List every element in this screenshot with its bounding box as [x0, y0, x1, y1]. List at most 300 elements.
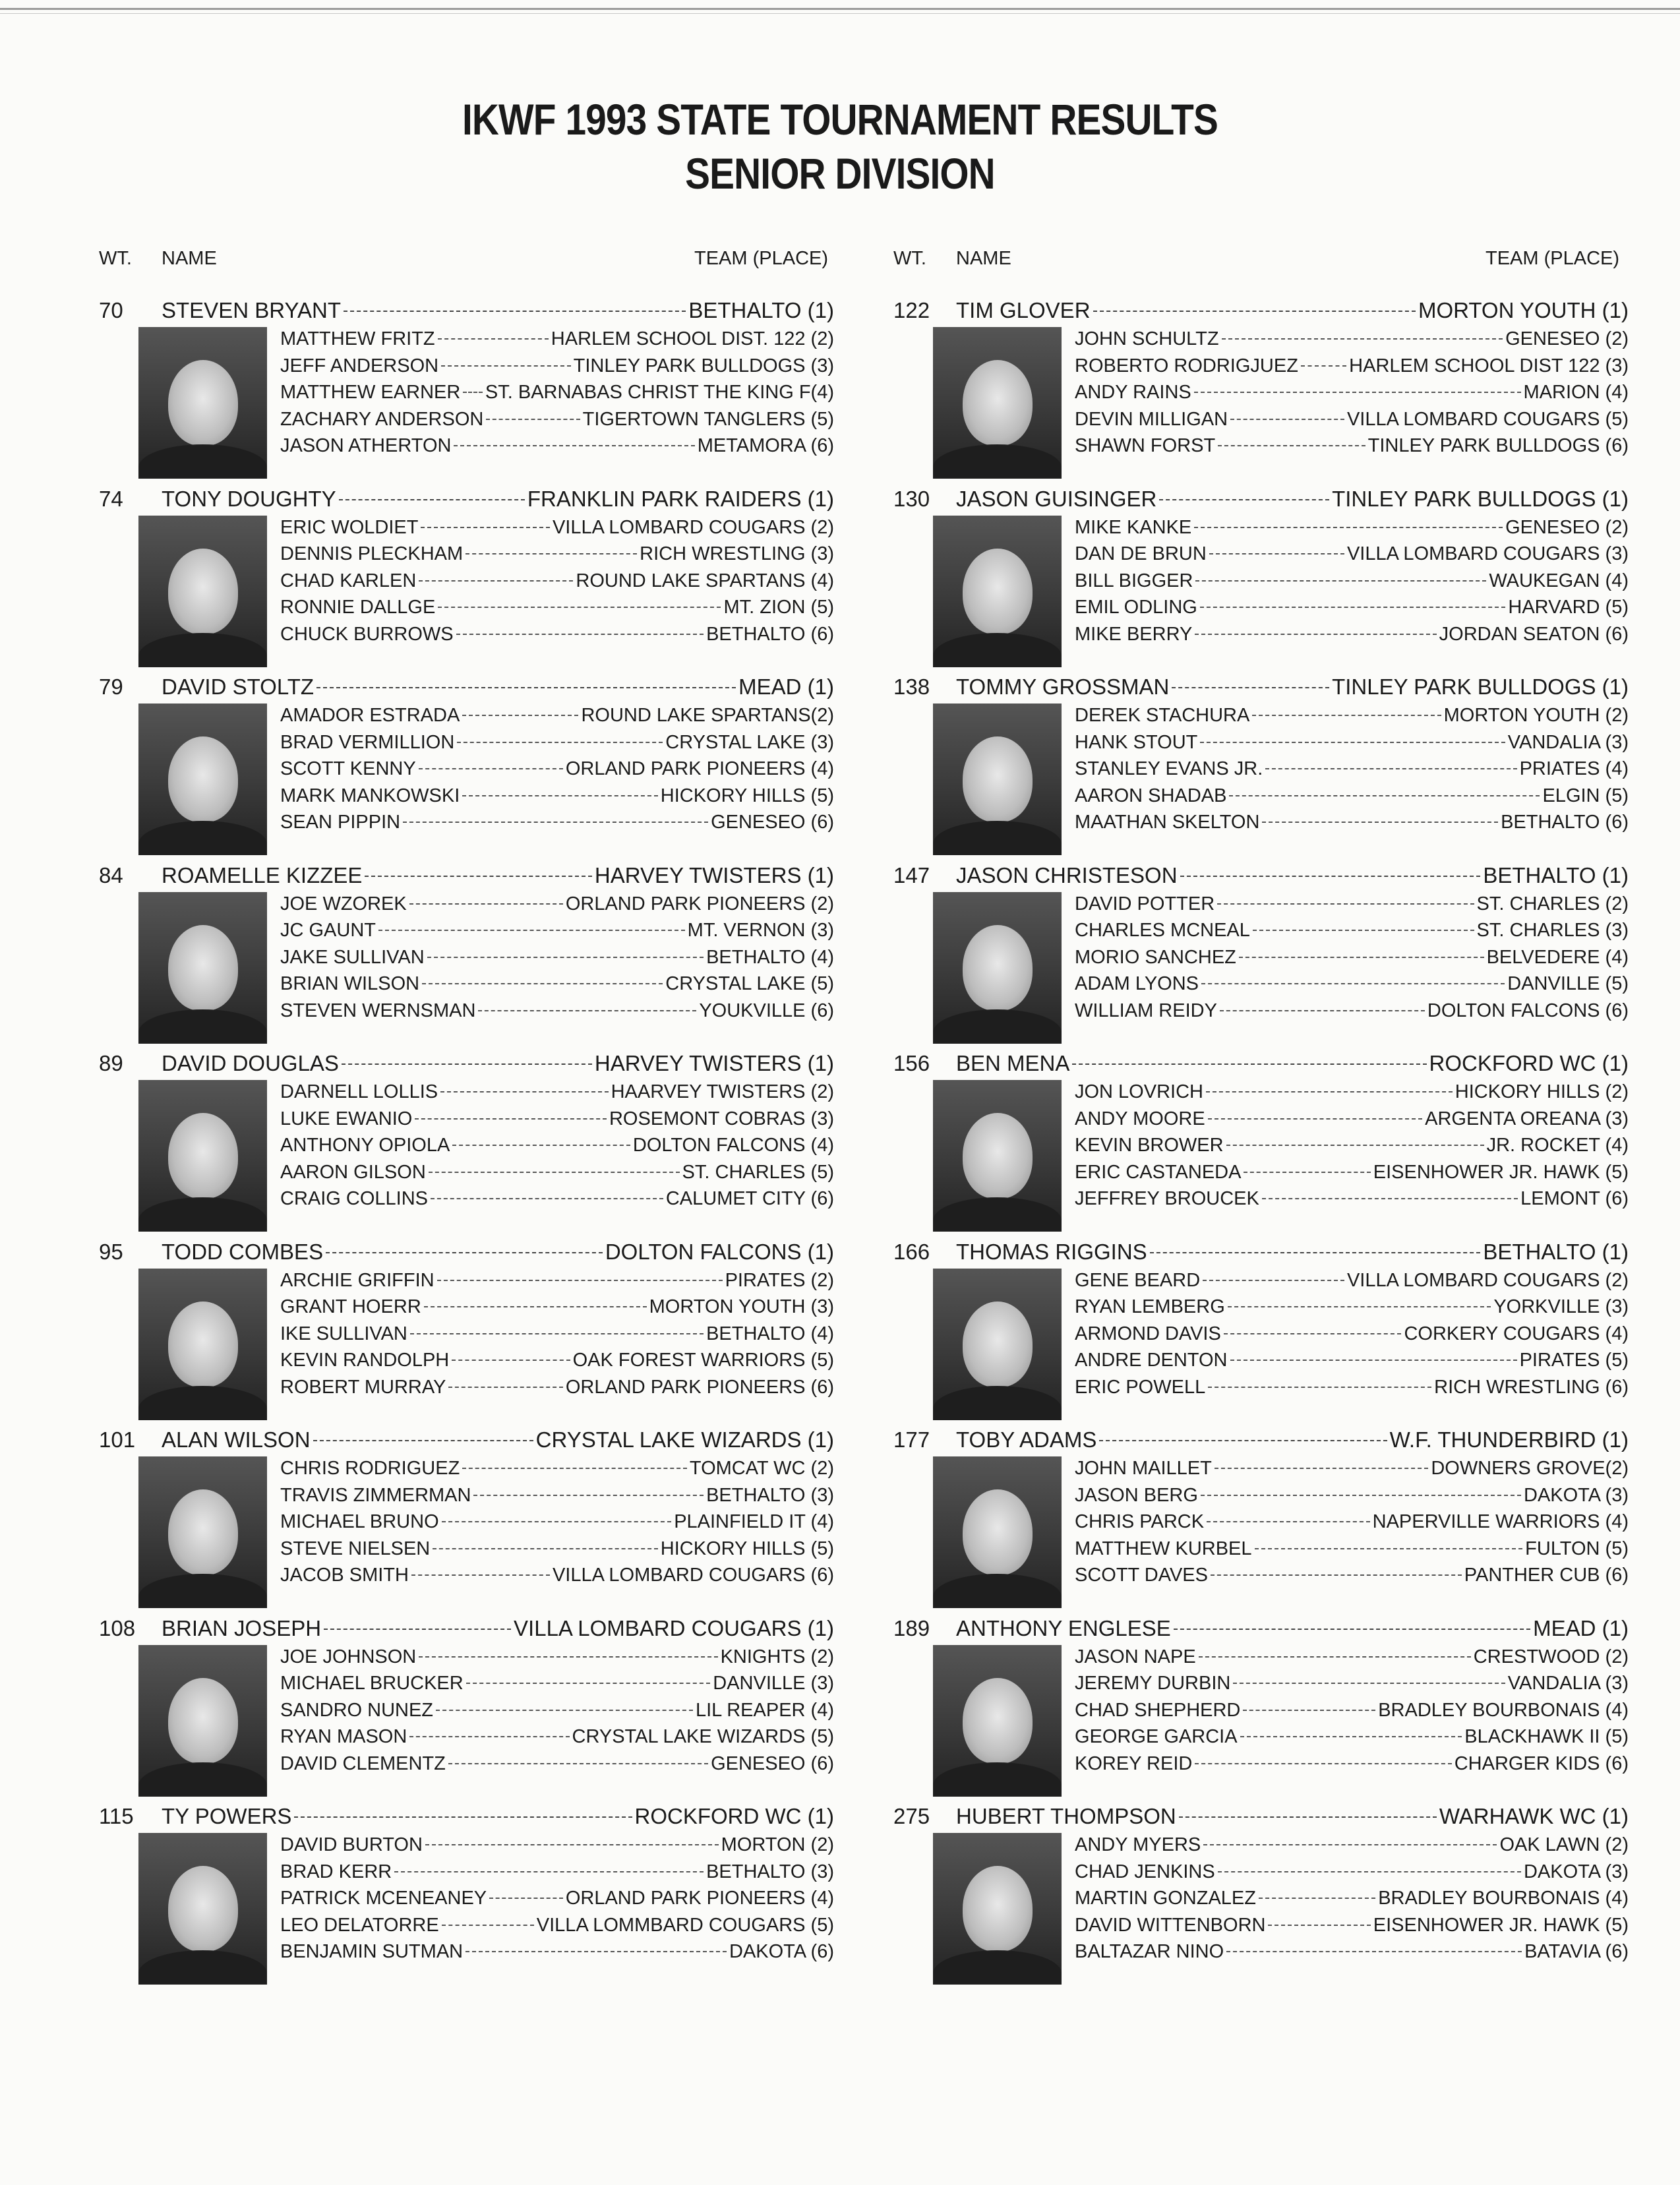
dotted-leader: [1228, 1306, 1491, 1307]
dotted-leader: [1172, 687, 1329, 688]
placers-list: [280, 893, 834, 1027]
placer-name: SCOTT KENNY: [280, 758, 416, 779]
weight-class-entry: [893, 487, 1629, 671]
placer-team: DOLTON FALCONS (4): [632, 1135, 834, 1156]
placer-name: JOE JOHNSON: [280, 1646, 417, 1667]
weight-class: 79: [99, 674, 123, 699]
placer-name: LUKE EWANIO: [280, 1108, 413, 1129]
champion-name: TODD COMBES: [162, 1239, 324, 1264]
placer-name: BENJAMIN SUTMAN: [280, 1941, 464, 1962]
placer-row: [280, 1888, 834, 1915]
placer-row: [280, 1081, 834, 1108]
photo-shoulders: [138, 1009, 267, 1044]
placers-list: [280, 1081, 834, 1215]
placer-row: [280, 947, 834, 974]
placer-row: [1075, 1834, 1629, 1861]
weight-class-entry: [99, 1616, 834, 1801]
placer-team: ST. CHARLES (2): [1476, 893, 1629, 914]
placer-row: [280, 597, 834, 624]
placer-name: ERIC CASTANEDA: [1075, 1161, 1242, 1183]
champion-row: [893, 298, 1629, 324]
dotted-leader: [1230, 419, 1344, 420]
dotted-leader: [294, 1816, 632, 1818]
placer-row: [280, 570, 834, 597]
placer-team: CRYSTAL LAKE (5): [665, 973, 834, 994]
placer-row: [280, 1915, 834, 1942]
placer-team: MORTON YOUTH (3): [649, 1296, 834, 1317]
placer-row: [280, 1565, 834, 1592]
photo-face: [963, 1489, 1033, 1575]
champion-row: [893, 1616, 1629, 1642]
weight-class-entry: [99, 1240, 834, 1424]
placer-name: DARNELL LOLLIS: [280, 1081, 438, 1102]
placer-name: TRAVIS ZIMMERMAN: [280, 1484, 471, 1506]
placer-name: BALTAZAR NINO: [1075, 1941, 1224, 1962]
placer-name: KEVIN BROWER: [1075, 1135, 1224, 1156]
placers-list: [280, 517, 834, 651]
placer-row: [1075, 812, 1629, 839]
placer-name: JASON NAPE: [1075, 1646, 1196, 1667]
placer-row: [1075, 1511, 1629, 1538]
placer-name: MATTHEW KURBEL: [1075, 1538, 1252, 1559]
wrestler-photo: [138, 892, 267, 1044]
placer-row: [1075, 328, 1629, 355]
dotted-leader: [478, 1010, 696, 1011]
dotted-leader: [1159, 499, 1329, 500]
placer-name: GENE BEARD: [1075, 1269, 1201, 1291]
weight-class-entry: [99, 1804, 834, 1989]
placer-name: JACOB SMITH: [280, 1565, 409, 1586]
dotted-leader: [1209, 553, 1344, 554]
placer-team: ST. BARNABAS CHRIST THE KING F(4): [485, 382, 834, 403]
champion-team: W.F. THUNDERBIRD (1): [1389, 1427, 1629, 1452]
dotted-leader: [326, 1252, 603, 1253]
placer-name: SHAWN FORST: [1075, 435, 1216, 456]
dotted-leader: [313, 1440, 533, 1441]
placer-row: [280, 1673, 834, 1700]
champion-row: [99, 1804, 834, 1830]
placer-team: DANVILLE (5): [1507, 973, 1629, 994]
champion-name: TONY DOUGHTY: [162, 486, 336, 511]
weight-class-entry: [893, 674, 1629, 859]
weight-class-entry: [99, 863, 834, 1048]
dotted-leader: [431, 1198, 663, 1199]
placer-name: DAVID CLEMENTZ: [280, 1752, 446, 1774]
champion-name: DAVID STOLTZ: [162, 674, 315, 699]
placer-team: GENESEO (6): [711, 1752, 834, 1774]
dotted-leader: [1218, 445, 1365, 446]
dotted-leader: [1208, 1118, 1422, 1120]
dotted-leader: [1180, 876, 1481, 877]
placer-team: MT. ZION (5): [723, 597, 834, 618]
placers-list: [1075, 893, 1629, 1027]
placer-team: HICKORY HILLS (2): [1455, 1081, 1629, 1102]
wrestler-photo: [138, 1833, 267, 1985]
dotted-leader: [1203, 1844, 1497, 1845]
champion-row: [893, 1051, 1629, 1077]
placer-row: [1075, 1270, 1629, 1297]
dotted-leader: [429, 1172, 680, 1173]
champion-team: MEAD (1): [738, 674, 834, 699]
placers-list: [1075, 1834, 1629, 1968]
placer-name: AARON GILSON: [280, 1161, 426, 1183]
champion-name: ROAMELLE KIZZEE: [162, 862, 363, 887]
photo-face: [963, 1678, 1033, 1764]
placer-name: GEORGE GARCIA: [1075, 1726, 1238, 1747]
header-team-right: TEAM (PLACE): [1485, 248, 1620, 269]
placer-team: VILLA LOMBARD COUGARS (3): [1346, 543, 1629, 564]
weight-class: 130: [893, 486, 930, 511]
placer-row: [280, 1458, 834, 1485]
champion-name: STEVEN BRYANT: [162, 298, 342, 322]
placer-row: [1075, 785, 1629, 812]
placer-team: LIL REAPER (4): [695, 1699, 834, 1721]
placers-list: [1075, 1270, 1629, 1404]
placer-row: [1075, 1108, 1629, 1135]
dotted-leader: [1268, 1925, 1370, 1926]
placer-team: TINLEY PARK BULLDOGS (6): [1367, 435, 1629, 456]
placer-name: MICHAEL BRUNO: [280, 1511, 439, 1532]
dotted-leader: [1203, 1280, 1344, 1281]
placer-team: EISENHOWER JR. HAWK (5): [1373, 1161, 1629, 1183]
placer-team: ROUND LAKE SPARTANS(2): [581, 705, 834, 726]
placer-row: [280, 1941, 834, 1968]
placer-row: [280, 1323, 834, 1350]
dotted-leader: [462, 715, 578, 716]
champion-name: BEN MENA: [956, 1051, 1070, 1075]
placer-row: [280, 1485, 834, 1512]
photo-face: [963, 360, 1033, 446]
placer-team: PIRATES (2): [725, 1269, 834, 1291]
placer-team: HAARVEY TWISTERS (2): [611, 1081, 834, 1102]
champion-name: ANTHONY ENGLESE: [956, 1615, 1171, 1640]
placer-row: [1075, 1726, 1629, 1753]
placer-name: ARMOND DAVIS: [1075, 1323, 1221, 1344]
placer-row: [1075, 543, 1629, 570]
placer-name: ARCHIE GRIFFIN: [280, 1269, 435, 1291]
placer-row: [280, 973, 834, 1000]
placer-team: CRYSTAL LAKE (3): [665, 731, 834, 753]
photo-face: [168, 1113, 238, 1199]
dotted-leader: [1262, 822, 1498, 823]
placer-team: BELVEDERE (4): [1486, 946, 1629, 968]
dotted-leader: [1215, 1468, 1428, 1469]
weight-class-entry: [893, 863, 1629, 1048]
header-team-left: TEAM (PLACE): [694, 248, 829, 269]
placer-team: BETHALTO (4): [706, 946, 834, 968]
placer-team: RICH WRESTLING (6): [1434, 1376, 1629, 1398]
dotted-leader: [440, 1091, 608, 1092]
placer-name: GRANT HOERR: [280, 1296, 421, 1317]
placers-list: [280, 705, 834, 839]
placer-team: EISENHOWER JR. HAWK (5): [1373, 1914, 1629, 1936]
placer-row: [1075, 1565, 1629, 1592]
champion-name: TOBY ADAMS: [956, 1427, 1097, 1452]
placer-name: SCOTT DAVES: [1075, 1565, 1208, 1586]
champion-team: TINLEY PARK BULLDOGS (1): [1332, 674, 1629, 699]
dotted-leader: [452, 1145, 630, 1146]
placer-name: ANDY MYERS: [1075, 1834, 1201, 1855]
placer-team: CRYSTAL LAKE WIZARDS (5): [572, 1726, 834, 1747]
placer-row: [280, 1646, 834, 1673]
weight-class: 147: [893, 862, 930, 887]
placer-name: MIKE BERRY: [1075, 623, 1193, 645]
champion-team: HARVEY TWISTERS (1): [594, 862, 834, 887]
dotted-leader: [463, 392, 483, 393]
dotted-leader: [465, 553, 637, 554]
placer-row: [280, 1350, 834, 1377]
placer-row: [1075, 1673, 1629, 1700]
dotted-leader: [427, 957, 704, 958]
dotted-leader: [1262, 1198, 1518, 1199]
placer-name: ADAM LYONS: [1075, 973, 1199, 994]
placer-team: ORLAND PARK PIONEERS (6): [565, 1376, 834, 1398]
dotted-leader: [1220, 1010, 1425, 1011]
photo-shoulders: [138, 1762, 267, 1797]
weight-class: 138: [893, 674, 930, 699]
placer-team: HICKORY HILLS (5): [660, 1538, 834, 1559]
placer-name: AMADOR ESTRADA: [280, 705, 460, 726]
photo-face: [963, 1113, 1033, 1199]
placer-row: [280, 1834, 834, 1861]
photo-face: [168, 1489, 238, 1575]
placer-name: DAVID BURTON: [280, 1834, 423, 1855]
placer-row: [280, 785, 834, 812]
weight-class: 84: [99, 862, 123, 887]
placers-list: [1075, 517, 1629, 651]
placer-team: HARLEM SCHOOL DIST. 122 (2): [551, 328, 834, 349]
placer-name: ANDY MOORE: [1075, 1108, 1205, 1129]
weight-class: 89: [99, 1051, 123, 1075]
placer-name: MICHAEL BRUCKER: [280, 1673, 464, 1694]
placer-team: BETHALTO (6): [1501, 812, 1629, 833]
page-subtitle: SENIOR DIVISION: [685, 149, 995, 198]
wrestler-photo: [138, 1456, 267, 1608]
weight-class-entry: [893, 298, 1629, 483]
champion-name: TIM GLOVER: [956, 298, 1091, 322]
placer-row: [1075, 355, 1629, 382]
placer-name: ROBERTO RODRIGJUEZ: [1075, 355, 1298, 376]
placer-name: DAVID WITTENBORN: [1075, 1914, 1266, 1936]
champion-row: [99, 487, 834, 513]
placer-team: ORLAND PARK PIONEERS (2): [565, 893, 834, 914]
dotted-leader: [1199, 1656, 1471, 1658]
weight-class: 275: [893, 1804, 930, 1828]
placer-name: HANK STOUT: [1075, 731, 1198, 753]
placer-row: [1075, 1000, 1629, 1027]
dotted-leader: [339, 499, 525, 500]
photo-face: [168, 549, 238, 634]
champion-name: BRIAN JOSEPH: [162, 1615, 322, 1640]
dotted-leader: [316, 687, 736, 688]
weight-class-entry: [893, 1240, 1629, 1424]
placer-row: [280, 624, 834, 651]
dotted-leader: [1226, 1145, 1484, 1146]
dotted-leader: [1265, 768, 1516, 769]
champion-name: TOMMY GROSSMAN: [956, 674, 1170, 699]
placer-team: HICKORY HILLS (5): [660, 785, 834, 806]
placer-row: [1075, 1135, 1629, 1162]
placer-name: JEFF ANDERSON: [280, 355, 439, 376]
placer-team: CHARGER KIDS (6): [1454, 1752, 1629, 1774]
wrestler-photo: [138, 327, 267, 479]
placer-row: [1075, 893, 1629, 920]
champion-team: MEAD (1): [1533, 1615, 1629, 1640]
placer-team: METAMORA (6): [697, 435, 834, 456]
placer-name: SEAN PIPPIN: [280, 812, 401, 833]
wrestler-photo: [933, 1833, 1062, 1985]
placer-name: EMIL ODLING: [1075, 597, 1197, 618]
placers-list: [1075, 1646, 1629, 1780]
dotted-leader: [473, 1495, 704, 1496]
placer-name: JASON BERG: [1075, 1484, 1198, 1506]
dotted-leader: [1207, 1521, 1370, 1522]
dotted-leader: [342, 1063, 592, 1065]
placer-team: VILLA LOMMBARD COUGARS (5): [536, 1914, 834, 1936]
header-name-right: NAME: [956, 248, 1011, 269]
champion-row: [893, 1427, 1629, 1454]
photo-shoulders: [933, 444, 1062, 479]
weight-class-entry: [99, 1427, 834, 1612]
photo-shoulders: [138, 444, 267, 479]
wrestler-photo: [138, 1645, 267, 1797]
dotted-leader: [1201, 983, 1505, 984]
weight-class: 122: [893, 298, 930, 322]
placer-row: [280, 1753, 834, 1780]
wrestler-photo: [933, 892, 1062, 1044]
placer-name: DEVIN MILLIGAN: [1075, 408, 1228, 430]
placer-team: DAKOTA (6): [729, 1941, 834, 1962]
placer-name: RYAN LEMBERG: [1075, 1296, 1225, 1317]
placer-row: [1075, 435, 1629, 462]
placer-team: BRADLEY BOURBONAIS (4): [1378, 1888, 1629, 1909]
dotted-leader: [1099, 1440, 1387, 1441]
placer-name: JEFFREY BROUCEK: [1075, 1188, 1259, 1209]
placer-team: OAK FOREST WARRIORS (5): [572, 1350, 834, 1371]
champion-name: THOMAS RIGGINS: [956, 1239, 1147, 1264]
placer-row: [1075, 1646, 1629, 1673]
placer-team: ST. CHARLES (5): [682, 1161, 834, 1183]
placer-team: ORLAND PARK PIONEERS (4): [565, 758, 834, 779]
dotted-leader: [409, 1736, 569, 1737]
dotted-leader: [1195, 580, 1486, 582]
weight-class-entry: [99, 674, 834, 859]
champion-name: DAVID DOUGLAS: [162, 1051, 339, 1075]
placer-team: CRESTWOOD (2): [1473, 1646, 1629, 1667]
placer-team: CORKERY COUGARS (4): [1404, 1323, 1629, 1344]
placer-team: PRIATES (4): [1519, 758, 1629, 779]
wrestler-photo: [933, 1456, 1062, 1608]
placer-team: ST. CHARLES (3): [1476, 920, 1629, 941]
placer-name: ERIC WOLDIET: [280, 516, 419, 538]
placer-team: TINLEY PARK BULLDOGS (3): [573, 355, 834, 376]
placer-row: [280, 1135, 834, 1162]
photo-face: [963, 1866, 1033, 1952]
wrestler-photo: [933, 1080, 1062, 1232]
wrestler-photo: [933, 1269, 1062, 1420]
wrestler-photo: [933, 703, 1062, 855]
placer-name: MIKE KANKE: [1075, 516, 1192, 538]
dotted-leader: [424, 1306, 647, 1307]
placer-name: JOHN SCHULTZ: [1075, 328, 1219, 349]
placer-team: JORDAN SEATON (6): [1439, 623, 1629, 645]
dotted-leader: [1195, 634, 1436, 635]
placer-row: [280, 920, 834, 947]
placer-name: STEVE NIELSEN: [280, 1538, 431, 1559]
placer-name: JON LOVRICH: [1075, 1081, 1203, 1102]
dotted-leader: [489, 1898, 563, 1899]
photo-face: [963, 549, 1033, 634]
placer-name: KEVIN RANDOLPH: [280, 1350, 450, 1371]
dotted-leader: [421, 527, 549, 528]
placer-row: [280, 758, 834, 785]
placer-name: MORIO SANCHEZ: [1075, 946, 1236, 968]
weight-class-entry: [99, 1051, 834, 1236]
weight-class-entry: [893, 1616, 1629, 1801]
placer-team: VANDALIA (3): [1507, 731, 1629, 753]
dotted-leader: [486, 419, 580, 420]
placer-name: MATTHEW FRITZ: [280, 328, 435, 349]
placer-team: ROSEMONT COBRAS (3): [609, 1108, 834, 1129]
placer-row: [1075, 1538, 1629, 1565]
weight-class-entry: [99, 298, 834, 483]
dotted-leader: [1218, 1871, 1521, 1872]
placer-team: VILLA LOMBARD COUGARS (2): [1346, 1269, 1629, 1291]
placer-team: BRADLEY BOURBONAIS (4): [1378, 1699, 1629, 1721]
placer-row: [280, 355, 834, 382]
champion-team: WARHAWK WC (1): [1439, 1804, 1629, 1828]
champion-team: ROCKFORD WC (1): [1429, 1051, 1629, 1075]
page-title: IKWF 1993 STATE TOURNAMENT RESULTS: [462, 95, 1218, 144]
dotted-leader: [1259, 1898, 1375, 1899]
photo-shoulders: [138, 633, 267, 667]
dotted-leader: [1211, 1574, 1462, 1576]
dotted-leader: [448, 1387, 562, 1388]
photo-face: [168, 1302, 238, 1387]
dotted-leader: [410, 1333, 704, 1334]
dotted-leader: [1244, 1172, 1370, 1173]
placer-team: ORLAND PARK PIONEERS (4): [565, 1888, 834, 1909]
placer-team: VILLA LOMBARD COUGARS (5): [1346, 408, 1629, 430]
dotted-leader: [1206, 1091, 1453, 1092]
placer-row: [1075, 597, 1629, 624]
placers-list: [1075, 1458, 1629, 1592]
placer-team: MARION (4): [1523, 382, 1629, 403]
dotted-leader: [419, 580, 573, 582]
dotted-leader: [1240, 1736, 1462, 1737]
placer-row: [280, 1538, 834, 1565]
placer-team: ROUND LAKE SPARTANS (4): [576, 570, 834, 591]
placer-row: [1075, 1350, 1629, 1377]
dotted-leader: [437, 1280, 723, 1281]
weight-class: 177: [893, 1427, 930, 1452]
dotted-leader: [1226, 1951, 1522, 1952]
champion-team: BETHALTO (1): [1483, 1239, 1629, 1264]
placer-name: CHARLES MCNEAL: [1075, 920, 1250, 941]
placers-list: [1075, 328, 1629, 462]
placer-team: CALUMET CITY (6): [665, 1188, 834, 1209]
placer-name: IKE SULLIVAN: [280, 1323, 407, 1344]
photo-face: [963, 1302, 1033, 1387]
placer-name: DEREK STACHURA: [1075, 705, 1250, 726]
dotted-leader: [465, 1951, 727, 1952]
placer-row: [1075, 517, 1629, 544]
photo-shoulders: [933, 1574, 1062, 1608]
header-wt-left: WT.: [99, 248, 132, 269]
placer-row: [1075, 732, 1629, 759]
champion-row: [893, 1240, 1629, 1266]
placer-name: CHRIS PARCK: [1075, 1511, 1205, 1532]
